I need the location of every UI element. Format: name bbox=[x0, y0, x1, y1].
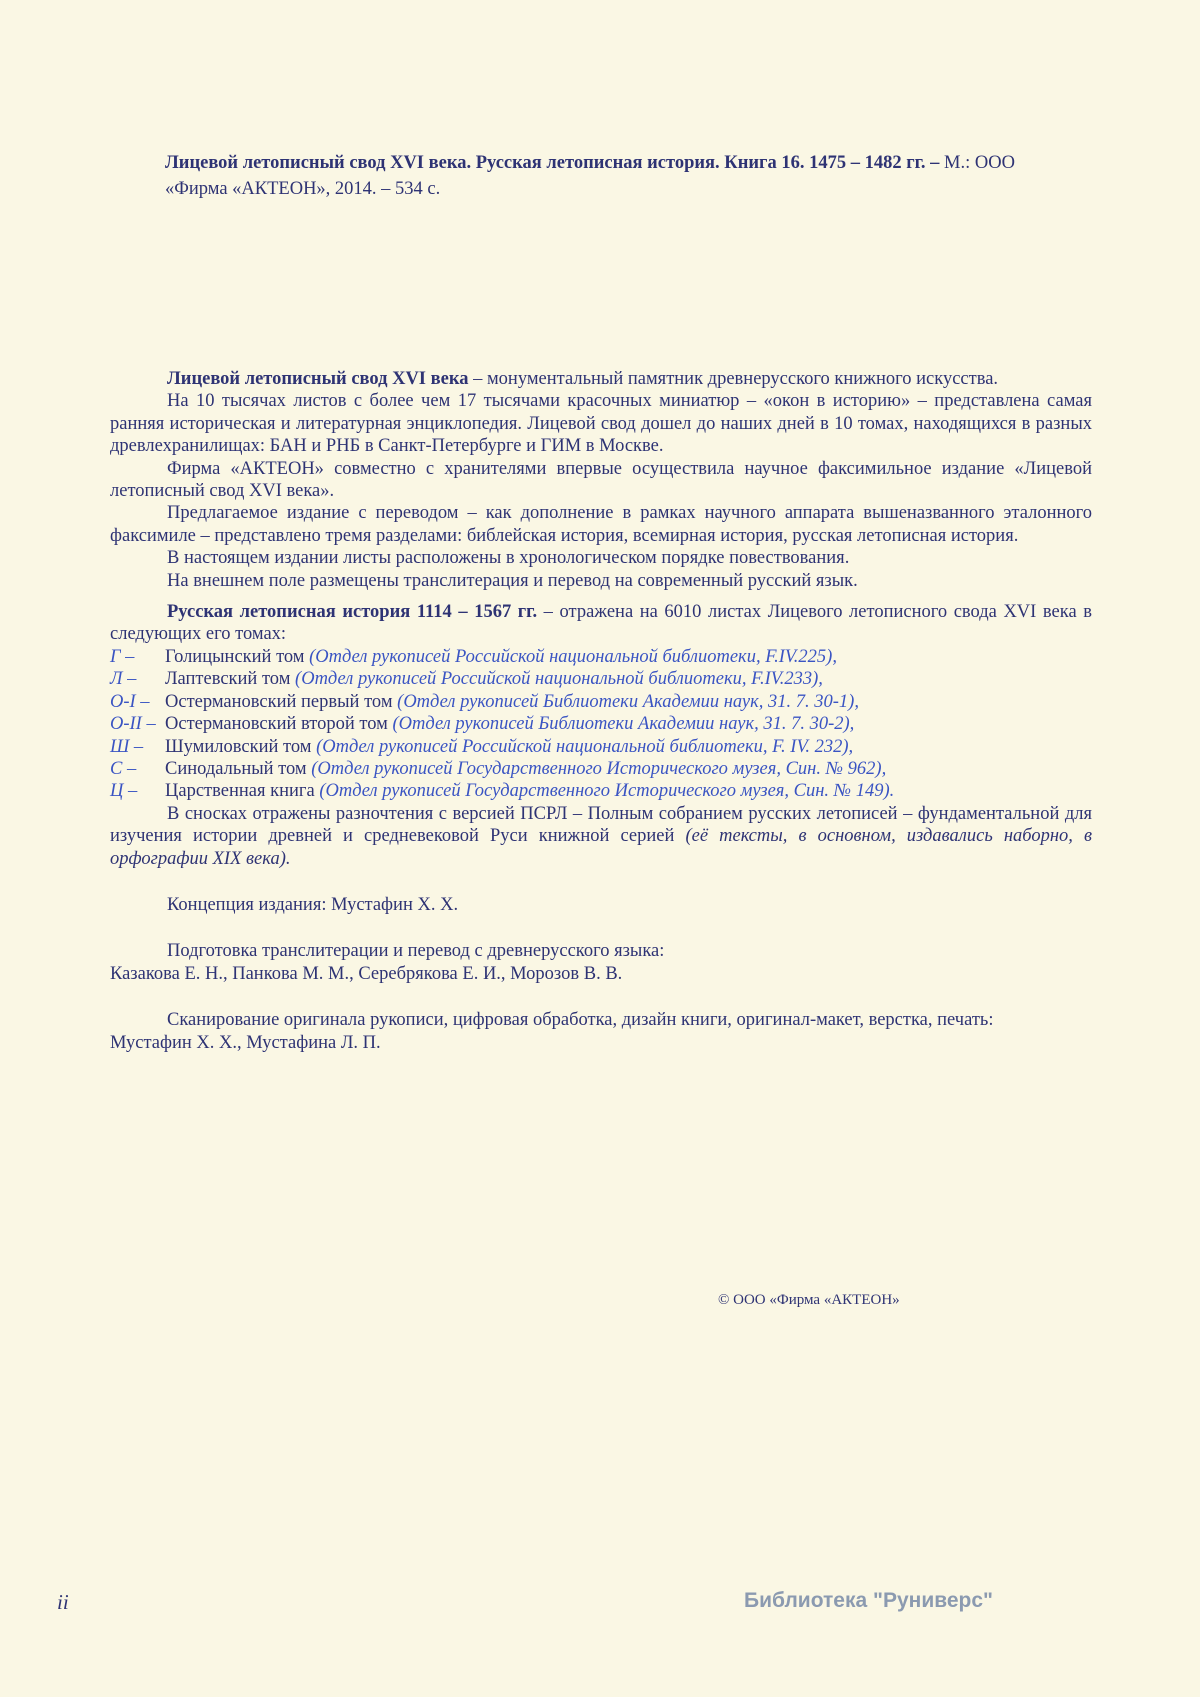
intro-paragraph: Фирма «АКТЕОН» совместно с хранителями впервые осуществила научное факсимильное издание «Лицевой летописный свод XVI века». bbox=[110, 458, 1092, 502]
volume-row bbox=[110, 780, 1092, 802]
main-text-block bbox=[110, 368, 1092, 1054]
intro-paragraph: На внешнем поле размещены транслитерация и перевод на современный русский язык. bbox=[167, 570, 858, 591]
credit-production-title: Сканирование оригинала рукописи, цифровая обработка, дизайн книги, оригинал-макет, верстка, печать: bbox=[167, 1010, 994, 1031]
volume-name: Остермановский второй том bbox=[165, 714, 393, 735]
volume-name: Царственная книга bbox=[165, 781, 320, 802]
volume-letter: Ш – bbox=[110, 736, 144, 757]
credit-translit-title: Подготовка транслитерации и перевод с древнерусского языка: bbox=[167, 941, 665, 962]
volume-source: (Отдел рукописей Библиотеки Академии наук, 31. 7. 30-2), bbox=[392, 714, 855, 735]
volume-letter: С – bbox=[110, 758, 137, 779]
section-gap bbox=[110, 592, 1092, 601]
volume-source: (Отдел рукописей Российской национальной библиотеки, F. IV. 232), bbox=[316, 736, 854, 757]
volume-letter: Ц – bbox=[110, 781, 138, 802]
volume-name: Синодальный том bbox=[165, 758, 312, 779]
volume-name: Шумиловский том bbox=[165, 736, 317, 757]
intro-lead-rest: – монументальный памятник древнерусского книжного искусства. bbox=[468, 369, 999, 389]
history-lead-bold: Русская летописная история 1114 – 1567 гг. bbox=[167, 602, 538, 623]
volume-row bbox=[110, 691, 1092, 713]
bibliographic-imprint: М.: ООО «Фирма «АКТЕОН», 2014. – 534 с. bbox=[165, 153, 1015, 199]
volume-row bbox=[110, 713, 1092, 735]
volume-name: Голицынский том bbox=[165, 646, 310, 667]
credit-translit-names: Казакова Е. Н., Панкова М. М., Серебрякова Е. И., Морозов В. В. bbox=[110, 963, 623, 984]
volume-source: (Отдел рукописей Государственного Исторического музея, Син. № 149). bbox=[319, 781, 895, 802]
history-lead-rest: – отражена на 6010 листах Лицевого летописного свода XVI века в следующих его томах: bbox=[110, 602, 1092, 645]
volume-letter: Л – bbox=[110, 669, 137, 690]
volume-letter: О-II – bbox=[110, 714, 156, 735]
volume-source: (Отдел рукописей Государственного Исторического музея, Син. № 962), bbox=[311, 758, 887, 779]
volume-name: Остермановский первый том bbox=[165, 691, 398, 712]
volume-source: (Отдел рукописей Российской национальной библиотеки, F.IV.233), bbox=[295, 669, 823, 690]
volume-letter: Г – bbox=[110, 646, 135, 667]
library-watermark: Библиотека "Руниверс" bbox=[744, 1589, 994, 1612]
footnote-italic: (её тексты, в основном, издавались наборно, в орфографии XIX века). bbox=[110, 826, 1093, 869]
volume-row bbox=[110, 758, 1092, 780]
bibliographic-entry bbox=[165, 150, 1070, 202]
intro-lead-bold: Лицевой летописный свод XVI века bbox=[167, 369, 469, 389]
history-section-lead bbox=[110, 601, 1092, 646]
footnote-regular: В сносках отражены разночтения с версией ПСРЛ – Полным собранием русских летописей – фундаментальной для изучения истории древней и средневековой Руси книжной серией bbox=[110, 803, 1092, 847]
intro-paragraph: В настоящем издании листы расположены в хронологическом порядке повествования. bbox=[167, 548, 850, 569]
volume-row bbox=[110, 736, 1092, 758]
volume-letter: О-I – bbox=[110, 691, 150, 712]
copyright-notice: © ООО «Фирма «АКТЕОН» bbox=[718, 1292, 900, 1308]
intro-paragraph: Предлагаемое издание с переводом – как дополнение в рамках научного аппарата вышеназванного эталонного факсимиле – представлено тремя разделами: библейская история, всемирная история, русская летописная история. bbox=[110, 503, 1092, 546]
volume-source: (Отдел рукописей Российской национальной библиотеки, F.IV.225), bbox=[309, 646, 837, 667]
intro-lead-paragraph bbox=[110, 368, 1092, 390]
volume-source: (Отдел рукописей Библиотеки Академии наук, 31. 7. 30-1), bbox=[397, 691, 859, 712]
bibliographic-title-bold: Лицевой летописный свод XVI века. Русская летописная история. Книга 16. 1475 – 1482 гг. – bbox=[165, 153, 945, 173]
credit-concept: Концепция издания: Мустафин Х. Х. bbox=[167, 894, 459, 915]
intro-paragraph: На 10 тысячах листов с более чем 17 тысячами красочных миниатюр – «окон в историю» – представлена самая ранняя историческая и литературная энциклопедия. Лицевой свод дошел до наших дней в 10 томах, находящихся в разных древлехранилищах: БАН и РНБ в Санкт-Петербурге и ГИМ в Москве. bbox=[110, 391, 1092, 457]
footnote-paragraph bbox=[110, 803, 1092, 870]
volume-name: Лаптевский том bbox=[165, 669, 296, 690]
page-number: ii bbox=[57, 1590, 69, 1614]
credit-production-names: Мустафин Х. Х., Мустафина Л. П. bbox=[110, 1032, 381, 1053]
volume-row bbox=[110, 646, 1092, 668]
volume-row bbox=[110, 668, 1092, 690]
